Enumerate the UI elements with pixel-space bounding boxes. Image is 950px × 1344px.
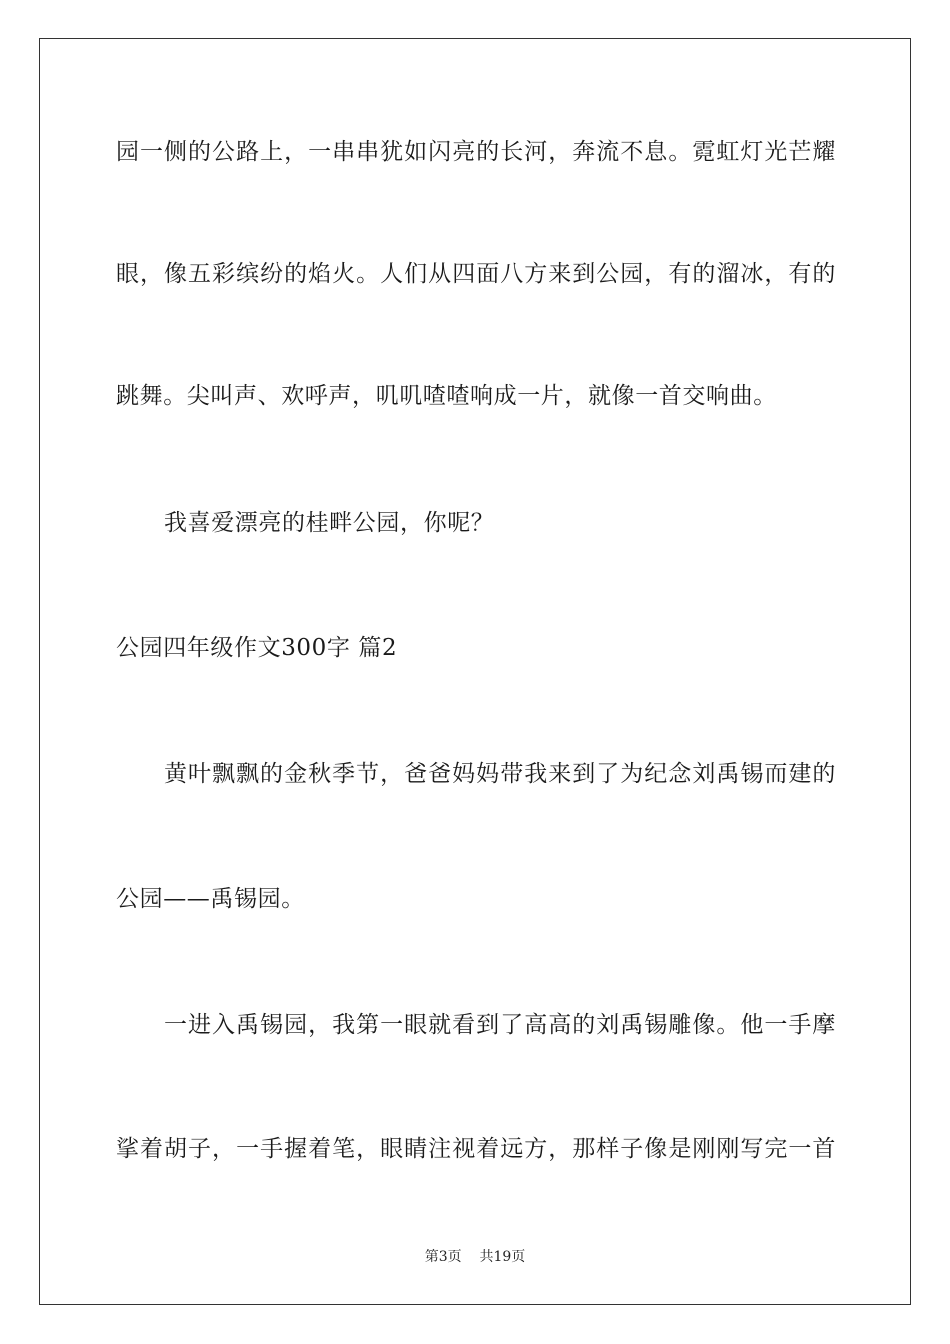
page-total: 共19页 [479, 1249, 526, 1265]
paragraph-line: 眼，像五彩缤纷的焰火。人们从四面八方来到公园，有的溜冰，有的 [116, 261, 836, 287]
paragraph-line: 公园——禹锡园。 [116, 886, 305, 912]
page-border [39, 38, 911, 1305]
paragraph-line: 跳舞。尖叫声、欢呼声，叽叽喳喳响成一片，就像一首交响曲。 [116, 383, 777, 409]
paragraph-line: 黄叶飘飘的金秋季节，爸爸妈妈带我来到了为纪念刘禹锡而建的 [164, 761, 836, 787]
section-heading: 公园四年级作文300字 篇2 [116, 635, 398, 661]
paragraph-line: 园一侧的公路上，一串串犹如闪亮的长河，奔流不息。霓虹灯光芒耀 [116, 139, 836, 165]
page-number: 第3页 [424, 1249, 462, 1265]
paragraph-line: 我喜爱漂亮的桂畔公园，你呢？ [164, 510, 495, 536]
paragraph-line: 一进入禹锡园，我第一眼就看到了高高的刘禹锡雕像。他一手摩 [164, 1012, 836, 1038]
paragraph-line: 挲着胡子，一手握着笔，眼睛注视着远方，那样子像是刚刚写完一首 [116, 1136, 836, 1162]
page-footer [0, 1248, 950, 1266]
